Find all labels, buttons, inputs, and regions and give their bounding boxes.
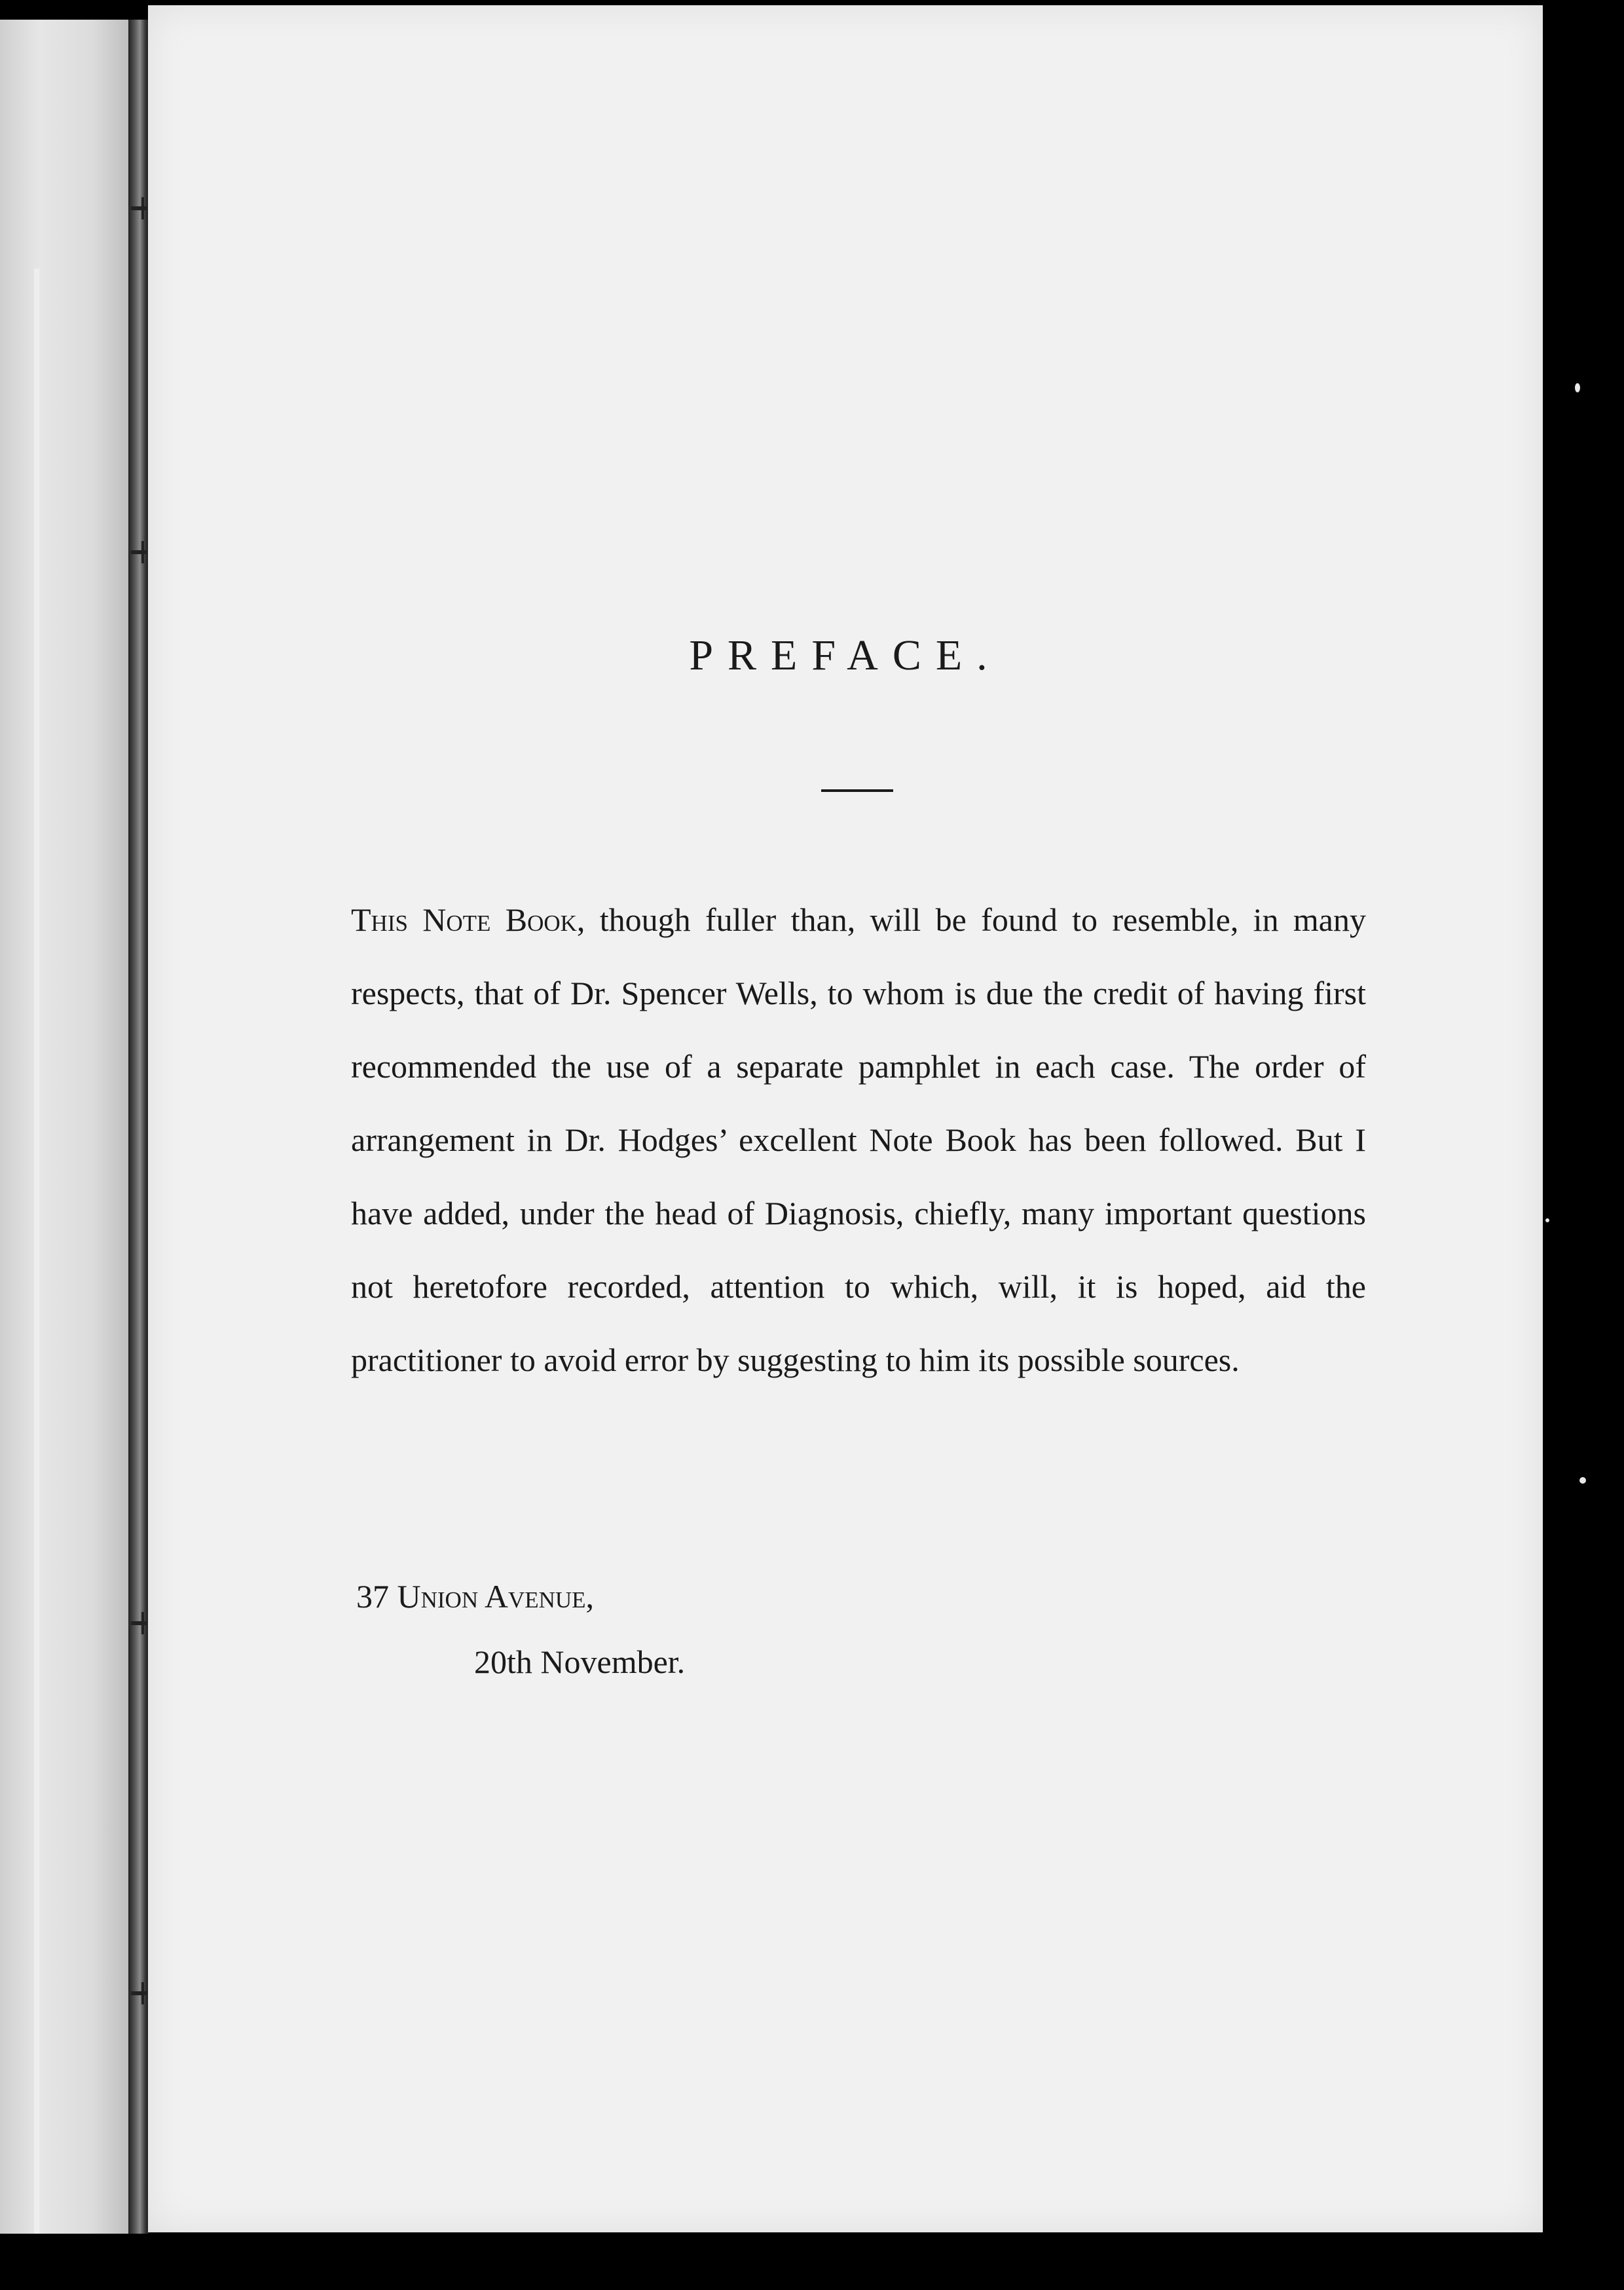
heading-rule	[821, 789, 893, 792]
left-facing-page-edge	[0, 20, 131, 2234]
scan-speck	[1579, 1477, 1586, 1484]
signature-address: 37 Union Avenue,	[356, 1578, 595, 1615]
paragraph-text: though fuller than, will be found to resemble, in many respects, that of Dr. Spencer Wells, to whom is due the credit of having first recommended the use of a separate pamphlet in each case. The order of arrangement in Dr. Hodges’ excellent Note Book has been followed. But I have added, under the head of Diagnosis, chiefly, many important questions not heretofore recorded, attention to which, will, it is hoped, aid the practitioner to avoid error by suggesting to him its possible sources.	[351, 901, 1366, 1378]
paragraph-lead-small-caps: This Note Book,	[351, 901, 585, 938]
page-heading: PREFACE.	[689, 631, 1002, 679]
preface-paragraph	[351, 883, 1366, 1397]
preface-page	[148, 5, 1543, 2232]
signature-date: 20th November.	[474, 1643, 686, 1680]
book-gutter	[128, 20, 149, 2234]
scan-speck	[1545, 1218, 1549, 1222]
scan-speck	[1575, 383, 1580, 392]
left-page-tear	[34, 269, 39, 2234]
